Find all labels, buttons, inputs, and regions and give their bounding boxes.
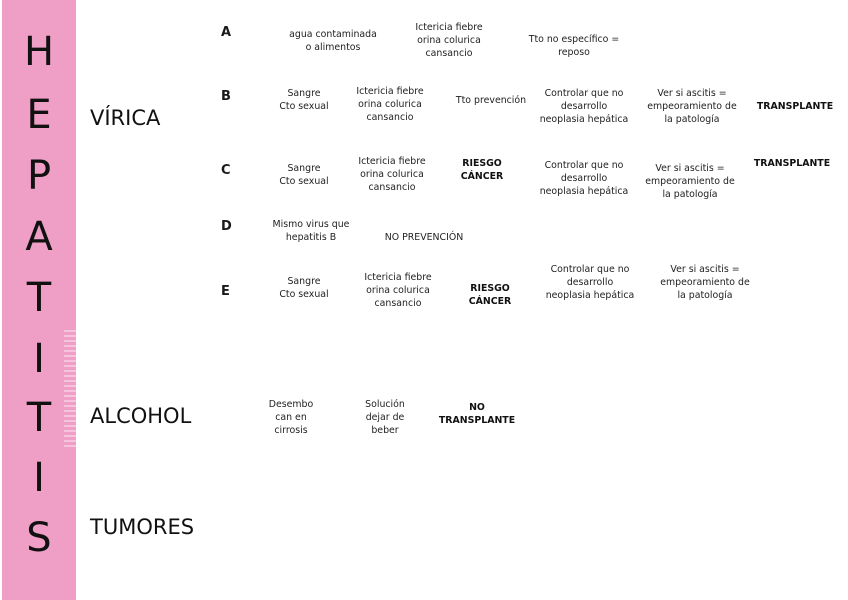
row-label-b: B <box>221 89 231 104</box>
section-tumores: TUMORES <box>90 515 195 539</box>
section-virica: VÍRICA <box>90 106 161 130</box>
title-letter-i2: I <box>33 455 45 501</box>
row-c-cancer-risk: RIESGO CÁNCER <box>460 158 504 182</box>
row-c-control: Controlar que no desarrollo neoplasia hepática <box>539 160 629 197</box>
row-a-transmission: agua contaminada o alimentos <box>289 29 377 53</box>
row-a-treatment: Tto no específico = reposo <box>528 34 620 58</box>
row-e-ascitis: Ver si ascitis = empeoramiento de la patología <box>660 264 750 301</box>
section-alcohol: ALCOHOL <box>90 404 192 428</box>
row-c-ascitis: Ver si ascitis = empeoramiento de la patología <box>645 163 735 200</box>
row-d-virus: Mismo virus que hepatitis B <box>272 219 350 243</box>
row-c-transmission: Sangre Cto sexual <box>279 163 329 187</box>
title-letter-e: E <box>26 92 52 138</box>
row-label-e: E <box>221 284 230 299</box>
row-d-no-prevention: NO PREVENCIÓN <box>384 232 464 243</box>
side-title-band <box>2 0 76 600</box>
row-b-symptoms: Ictericia fiebre orina colurica cansancio <box>356 86 424 123</box>
title-letter-t2: T <box>26 395 52 441</box>
row-label-c: C <box>221 163 231 178</box>
alcohol-cirrhosis: Desembo can en cirrosis <box>268 399 314 436</box>
row-e-symptoms: Ictericia fiebre orina colurica cansancio <box>364 272 432 309</box>
row-e-cancer-risk: RIESGO CÁNCER <box>468 283 512 307</box>
row-b-transplant: TRANSPLANTE <box>756 101 834 112</box>
title-letter-h: H <box>23 29 55 75</box>
title-letter-i1: I <box>33 336 45 382</box>
alcohol-solution: Solución dejar de beber <box>365 399 405 436</box>
row-a-symptoms: Ictericia fiebre orina colurica cansancio <box>415 22 483 59</box>
row-label-a: A <box>221 25 232 40</box>
row-c-transplant: TRANSPLANTE <box>753 158 831 169</box>
alcohol-no-transplant: NO TRANSPLANTE <box>438 402 516 426</box>
row-e-control: Controlar que no desarrollo neoplasia hepática <box>545 264 635 301</box>
row-c-symptoms: Ictericia fiebre orina colurica cansancio <box>358 156 426 193</box>
title-letter-t1: T <box>26 275 52 321</box>
row-e-transmission: Sangre Cto sexual <box>279 276 329 300</box>
row-b-transmission: Sangre Cto sexual <box>279 88 329 112</box>
row-b-control: Controlar que no desarrollo neoplasia hepática <box>539 88 629 125</box>
row-b-ascitis: Ver si ascitis = empeoramiento de la patología <box>647 88 737 125</box>
title-letter-a: A <box>25 214 53 260</box>
title-letter-s: S <box>26 515 52 561</box>
title-letter-p: P <box>26 153 52 199</box>
row-b-prevention: Tto prevención <box>455 95 527 106</box>
row-label-d: D <box>221 219 232 234</box>
